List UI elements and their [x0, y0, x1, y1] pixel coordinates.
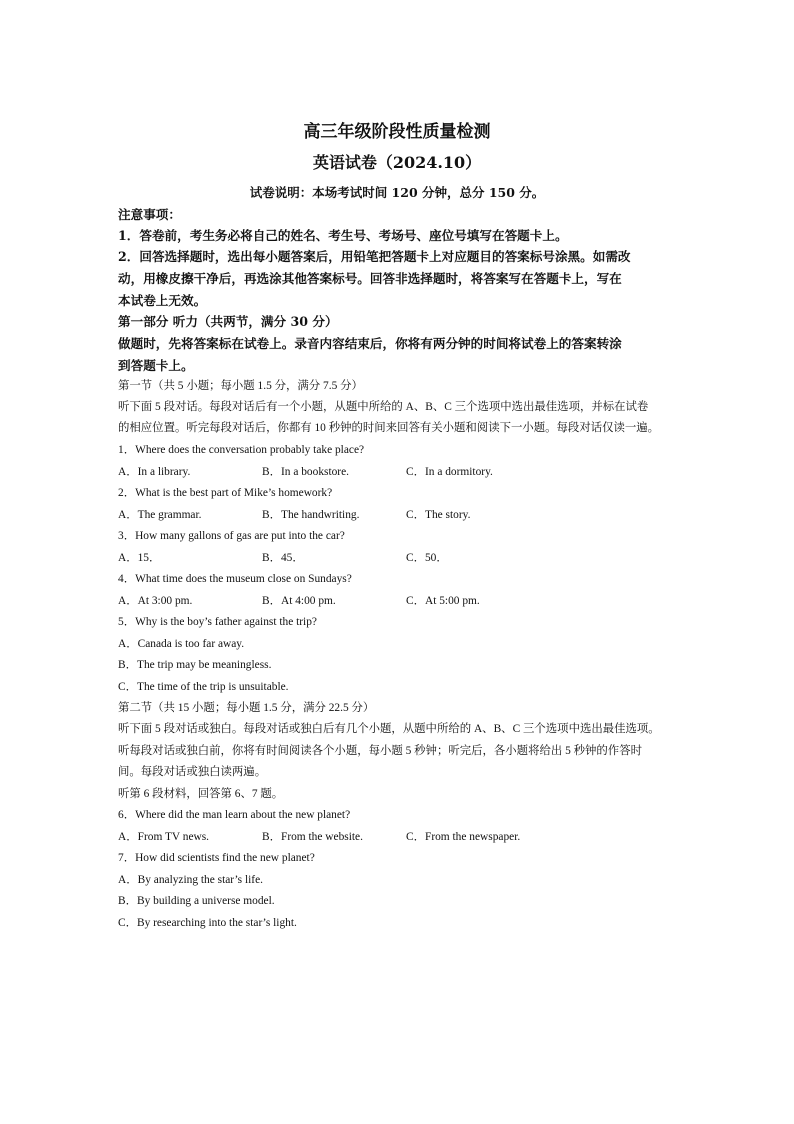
- question-6-option-c: C．From the newspaper.: [406, 831, 521, 843]
- question-4-option-a: A．At 3:00 pm.: [118, 595, 193, 607]
- question-6-option-b: B．From the website.: [262, 831, 363, 843]
- notice-heading: 注意事项：: [118, 207, 181, 222]
- question-5-option-b: B．The trip may be meaningless.: [118, 659, 272, 671]
- question-6-option-a: A．From TV news.: [118, 831, 210, 843]
- question-6-stem: 6．Where did the man learn about the new planet?: [118, 809, 351, 821]
- section2-heading: 第二节（共 15 小题；每小题 1.5 分，满分 22.5 分）: [118, 702, 375, 714]
- part1-instruction-line-1: 做题时，先将答案标在试卷上。录音内容结束后，你将有两分钟的时间将试卷上的答案转涂: [118, 336, 622, 351]
- question-4-option-c: C．At 5:00 pm.: [406, 595, 480, 607]
- question-1-option-a: A．In a library.: [118, 466, 191, 478]
- question-3-option-c: C．50．: [406, 552, 448, 564]
- exam-title: 高三年级阶段性质量检测: [303, 122, 491, 142]
- question-1-option-b: B．In a bookstore.: [262, 466, 349, 478]
- part1-instruction-line-2: 到答题卡上。: [118, 358, 194, 373]
- question-7-stem: 7．How did scientists find the new planet?: [118, 852, 315, 864]
- section1-instruction-line-1: 听下面 5 段对话。每段对话后有一个小题，从题中所给的 A、B、C 三个选项中选出最佳选项，并标在试卷: [118, 401, 649, 413]
- question-3-option-b: B．45．: [262, 552, 304, 564]
- section2-instruction-line-1: 听下面 5 段对话或独白。每段对话或独白后有几个小题，从题中所给的 A、B、C 三个选项中选出最佳选项。: [118, 723, 660, 735]
- question-1-option-c: C．In a dormitory.: [406, 466, 493, 478]
- section1-instruction-line-2: 的相应位置。听完每段对话后，你都有 10 秒钟的时间来回答有关小题和阅读下一小题。每段对话仅读一遍。: [118, 422, 660, 434]
- question-2-stem: 2．What is the best part of Mike’s homework?: [118, 487, 333, 499]
- question-2-option-a: A．The grammar.: [118, 509, 202, 521]
- part1-heading: 第一部分 听力（共两节，满分 30 分）: [118, 314, 338, 329]
- exam-note: 试卷说明：本场考试时间 120 分钟，总分 150 分。: [249, 185, 545, 200]
- question-7-option-c: C．By researching into the star’s light.: [118, 917, 297, 929]
- question-2-option-b: B．The handwriting.: [262, 509, 360, 521]
- question-2-option-c: C．The story.: [406, 509, 471, 521]
- question-5-option-a: A．Canada is too far away.: [118, 638, 245, 650]
- section1-heading: 第一节（共 5 小题；每小题 1.5 分，满分 7.5 分）: [118, 380, 363, 392]
- question-3-option-a: A．15．: [118, 552, 161, 564]
- question-7-option-b: B．By building a universe model.: [118, 895, 275, 907]
- notice-item-1: 1．答卷前，考生务必将自己的姓名、考生号、考场号、座位号填写在答题卡上。: [118, 228, 568, 243]
- question-4-stem: 4．What time does the museum close on Sundays?: [118, 573, 352, 585]
- question-5-option-c: C．The time of the trip is unsuitable.: [118, 681, 289, 693]
- section2-instruction-line-3: 间。每段对话或独白读两遍。: [118, 766, 267, 778]
- material-6-instruction: 听第 6 段材料，回答第 6、7 题。: [118, 788, 284, 800]
- exam-subtitle: 英语试卷（2024.10）: [312, 153, 482, 172]
- question-7-option-a: A．By analyzing the star’s life.: [118, 874, 263, 886]
- notice-item-2-line-3: 本试卷上无效。: [118, 293, 207, 308]
- section2-instruction-line-2: 听每段对话或独白前，你将有时间阅读各个小题，每小题 5 秒钟；听完后，各小题将给出 5 秒钟的作答时: [118, 745, 642, 757]
- notice-item-2-line-2: 动，用橡皮擦干净后，再选涂其他答案标号。回答非选择题时，将答案写在答题卡上，写在: [118, 271, 622, 286]
- question-1-stem: 1．Where does the conversation probably take place?: [118, 444, 365, 456]
- question-3-stem: 3．How many gallons of gas are put into the car?: [118, 530, 345, 542]
- question-5-stem: 5．Why is the boy’s father against the trip?: [118, 616, 317, 628]
- notice-item-2-line-1: 2．回答选择题时，选出每小题答案后，用铅笔把答题卡上对应题目的答案标号涂黑。如需改: [118, 249, 631, 264]
- question-4-option-b: B．At 4:00 pm.: [262, 595, 336, 607]
